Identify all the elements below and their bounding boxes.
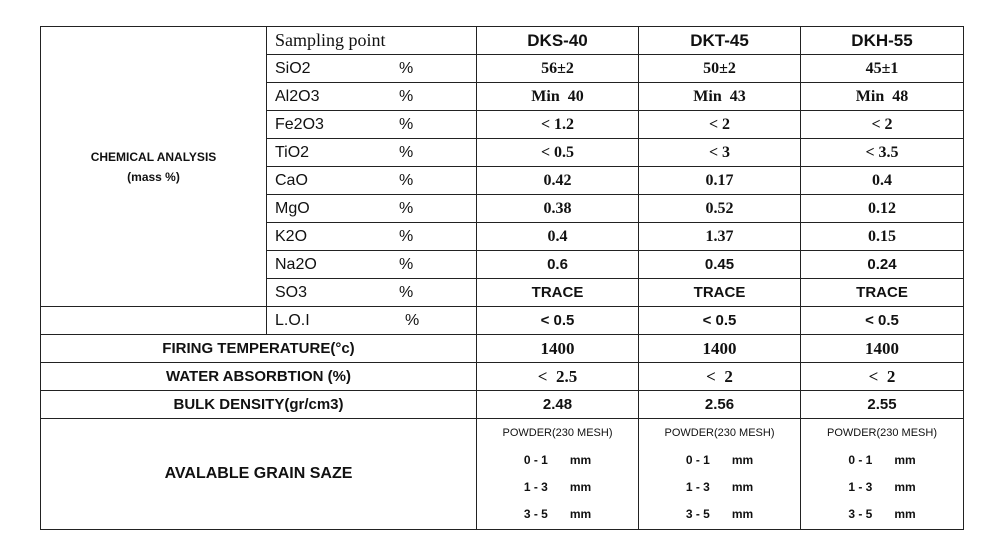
value-cell: 2.48 — [477, 391, 639, 419]
component-cell — [267, 223, 477, 251]
value-cell: < 1.2 — [477, 111, 639, 139]
value-cell: 0.38 — [477, 195, 639, 223]
component-unit: % — [399, 228, 414, 245]
component-unit: % — [399, 144, 414, 161]
component-unit: % — [405, 312, 420, 329]
component-name: TiO2 — [275, 144, 310, 161]
value-cell: 0.6 — [477, 251, 639, 279]
chemical-analysis-title: CHEMICAL ANALYSIS — [90, 149, 217, 164]
component-unit: % — [399, 60, 414, 77]
water-label: WATER ABSORBTION (%) — [41, 363, 477, 391]
component-name: Al2O3 — [275, 88, 320, 105]
value-cell: 45±1 — [801, 55, 964, 83]
value-cell: 0.4 — [477, 223, 639, 251]
component-name: Na2O — [275, 256, 317, 273]
chemical-analysis-subtitle: (mass %) — [127, 169, 180, 184]
value-cell: 2.56 — [639, 391, 801, 419]
value-cell: < 2 — [801, 111, 964, 139]
component-cell — [267, 195, 477, 223]
value-cell: TRACE — [801, 279, 964, 307]
value-cell: 56±2 — [477, 55, 639, 83]
grain-range: 3 - 5 mm — [523, 507, 592, 521]
component-cell — [267, 111, 477, 139]
value-cell: < 3 — [639, 139, 801, 167]
water-row — [41, 363, 964, 391]
value-cell: 0.52 — [639, 195, 801, 223]
value-cell: 2.55 — [801, 391, 964, 419]
component-unit: % — [399, 88, 414, 105]
component-unit: % — [399, 284, 414, 301]
component-unit: % — [399, 172, 414, 189]
component-name: CaO — [275, 172, 308, 189]
value-cell: 50±2 — [639, 55, 801, 83]
component-cell — [267, 83, 477, 111]
component-name: L.O.I — [275, 312, 310, 329]
grain-label: AVALABLE GRAIN SAZE — [41, 419, 477, 530]
component-unit: % — [399, 256, 414, 273]
component-name: MgO — [275, 200, 310, 217]
value-cell: < 0.5 — [639, 307, 801, 335]
component-cell — [267, 307, 477, 335]
product-header: DKH-55 — [801, 27, 964, 55]
density-row — [41, 391, 964, 419]
value-cell: 1400 — [801, 335, 964, 363]
grain-range: 0 - 1 mm — [848, 453, 916, 467]
header-row — [41, 27, 964, 55]
value-cell: < 0.5 — [477, 139, 639, 167]
value-cell: < 2.5 — [477, 363, 639, 391]
powder-label: POWDER(230 MESH) — [826, 427, 938, 439]
product-header: DKT-45 — [639, 27, 801, 55]
component-cell — [267, 55, 477, 83]
value-cell: < 2 — [639, 111, 801, 139]
value-cell: 1400 — [639, 335, 801, 363]
loi-row — [41, 307, 964, 335]
component-name: SiO2 — [275, 60, 311, 77]
grain-row — [41, 419, 964, 530]
value-cell: < 3.5 — [801, 139, 964, 167]
firing-row — [41, 335, 964, 363]
value-cell: 0.42 — [477, 167, 639, 195]
grain-range: 0 - 1 mm — [685, 453, 754, 467]
grain-range: 1 - 3 mm — [848, 480, 916, 494]
grain-range: 3 - 5 mm — [685, 507, 754, 521]
density-label: BULK DENSITY(gr/cm3) — [41, 391, 477, 419]
value-cell: 0.24 — [801, 251, 964, 279]
grain-cell — [477, 419, 639, 530]
value-cell: Min 40 — [477, 83, 639, 111]
value-cell: 0.12 — [801, 195, 964, 223]
grain-range: 0 - 1 mm — [523, 453, 592, 467]
component-cell — [267, 167, 477, 195]
powder-label: POWDER(230 MESH) — [664, 427, 775, 439]
value-cell: 1400 — [477, 335, 639, 363]
value-cell: 0.4 — [801, 167, 964, 195]
product-header: DKS-40 — [477, 27, 639, 55]
powder-label: POWDER(230 MESH) — [502, 427, 613, 439]
value-cell: 0.45 — [639, 251, 801, 279]
grain-cell — [639, 419, 801, 530]
grain-cell — [801, 419, 964, 530]
loi-spacer — [41, 307, 267, 335]
value-cell: Min 48 — [801, 83, 964, 111]
grain-range: 1 - 3 mm — [523, 480, 592, 494]
component-cell — [267, 279, 477, 307]
value-cell: < 2 — [801, 363, 964, 391]
value-cell: 0.15 — [801, 223, 964, 251]
value-cell: 1.37 — [639, 223, 801, 251]
component-unit: % — [399, 200, 414, 217]
component-name: SO3 — [275, 284, 308, 301]
component-name: Fe2O3 — [275, 116, 324, 133]
value-cell: 0.17 — [639, 167, 801, 195]
component-unit: % — [399, 116, 414, 133]
component-cell — [267, 251, 477, 279]
spec-table — [40, 26, 964, 530]
chemical-analysis-label — [41, 27, 267, 307]
component-name: K2O — [275, 228, 308, 245]
value-cell: TRACE — [639, 279, 801, 307]
value-cell: < 2 — [639, 363, 801, 391]
value-cell: < 0.5 — [801, 307, 964, 335]
value-cell: < 0.5 — [477, 307, 639, 335]
firing-label: FIRING TEMPERATURE(°c) — [41, 335, 477, 363]
component-cell — [267, 139, 477, 167]
grain-range: 1 - 3 mm — [685, 480, 754, 494]
value-cell: Min 43 — [639, 83, 801, 111]
sampling-point-label: Sampling point — [267, 27, 477, 55]
value-cell: TRACE — [477, 279, 639, 307]
grain-range: 3 - 5 mm — [848, 507, 916, 521]
